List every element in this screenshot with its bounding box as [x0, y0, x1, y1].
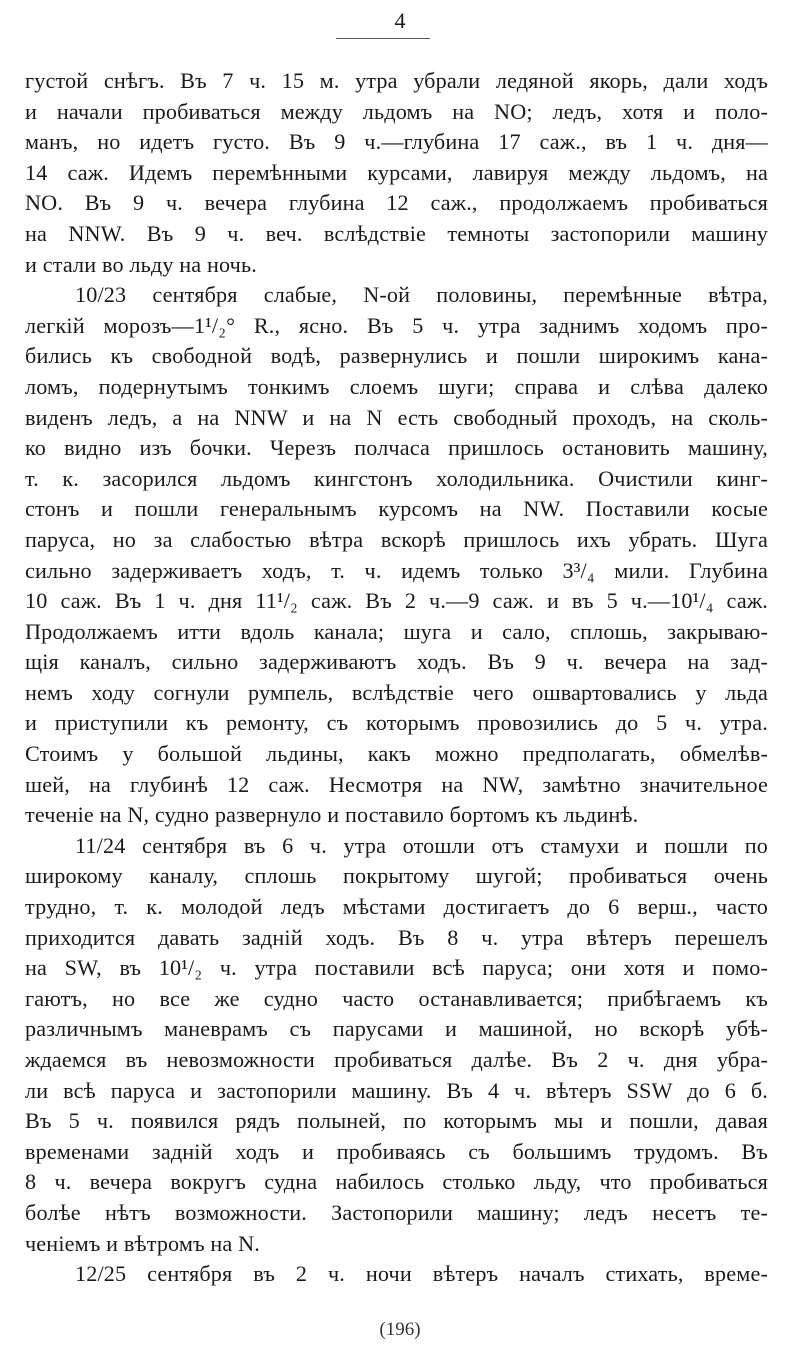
- text-line: ченіемъ и вѣтромъ на N.: [25, 1230, 260, 1256]
- text-line: густой снѣгъ. Въ 7 ч. 15 м. утра убрали ледяной якорь, дали ходъ: [25, 68, 768, 93]
- text-line: 10/23 сентября слабые, N-ой половины, перемѣнные вѣтра,: [75, 282, 768, 308]
- text-line: NO. Въ 9 ч. вечера глубина 12 саж., продолжаемъ пробиваться: [25, 190, 768, 216]
- text-line: болѣе нѣтъ возможности. Застопорили машину; ледъ несетъ те-: [25, 1199, 768, 1225]
- text-line: 11/24 сентября въ 6 ч. утра отошли отъ стамухи и пошли по: [75, 832, 768, 858]
- text-line: 12/25 сентября въ 2 ч. ночи вѣтеръ началъ стихать, време-: [75, 1261, 768, 1287]
- text-line: и стали во льду на ночь.: [25, 251, 257, 277]
- text-line: т. к. засорился льдомъ кингстонъ холодильника. Очистили кинг-: [25, 465, 768, 491]
- text-line: бились къ свободной водѣ, развернулись и пошли широкимъ кана-: [25, 343, 768, 369]
- text-line: на NNW. Въ 9 ч. веч. вслѣдствіе темноты застопорили машину: [25, 220, 768, 246]
- page-number: 4: [394, 8, 406, 33]
- text-line: 10 саж. Въ 1 ч. дня 11¹/₂ саж. Въ 2 ч.—9 саж. и въ 5 ч.—10¹/₄ саж.: [25, 588, 768, 614]
- text-line: сильно задерживаетъ ходъ, т. ч. идемъ только 3³/₄ мили. Глубина: [25, 557, 768, 583]
- text-line: приходится давать задній ходъ. Въ 8 ч. утра вѣтеръ перешелъ: [25, 924, 768, 950]
- text-line: Стоимъ у большой льдины, какъ можно предполагать, обмелѣв-: [25, 741, 768, 767]
- text-line: и начали пробиваться между льдомъ на NO; ледъ, хотя и поло-: [25, 98, 768, 124]
- header-rule: [336, 38, 430, 39]
- footer-page-number: (196): [379, 1319, 421, 1340]
- text-line: манъ, но идетъ густо. Въ 9 ч.—глубина 17 саж., въ 1 ч. дня—: [25, 129, 768, 155]
- text-line: различнымъ маневрамъ съ парусами и машиной, но вскорѣ убѣ-: [25, 1016, 768, 1042]
- text-line: 8 ч. вечера вокругъ судна набилось столько льду, что пробиваться: [25, 1169, 768, 1195]
- text-line: шей, на глубинѣ 12 саж. Несмотря на NW, замѣтно значительное: [25, 771, 768, 797]
- text-line: на SW, въ 10¹/₂ ч. утра поставили всѣ паруса; они хотя и помо-: [25, 955, 768, 981]
- text-line: стонъ и пошли генеральнымъ курсомъ на NW. Поставили косые: [25, 496, 768, 522]
- text-line: ломъ, подернутымъ тонкимъ слоемъ шуги; справа и слѣва далеко: [25, 373, 768, 399]
- text-line: Въ 5 ч. появился рядъ полыней, по которымъ мы и пошли, давая: [25, 1108, 768, 1134]
- text-line: паруса, но за слабостью вѣтра вскорѣ пришлось ихъ убрать. Шуга: [25, 526, 768, 552]
- text-line: широкому каналу, сплошь покрытому шугой; пробиваться очень: [25, 863, 768, 889]
- text-line: немъ ходу согнули румпель, вслѣдствіе чего ошвартовались у льда: [25, 679, 768, 705]
- text-line: и приступили къ ремонту, съ которымъ провозились до 5 ч. утра.: [25, 710, 768, 736]
- text-line: теченіе на N, судно развернуло и поставило бортомъ къ льдинѣ.: [25, 802, 639, 828]
- text-line: щія каналъ, сильно задерживаютъ ходъ. Въ 9 ч. вечера на зад-: [25, 649, 768, 675]
- text-line: 14 саж. Идемъ перемѣнными курсами, лавируя между льдомъ, на: [25, 159, 768, 185]
- text-line: временами задній ходъ и пробиваясь съ большимъ трудомъ. Въ: [25, 1138, 768, 1164]
- text-line: виденъ ледъ, а на NNW и на N есть свободный проходъ, на сколь-: [25, 404, 768, 430]
- text-line: гаютъ, но все же судно часто останавливается; прибѣгаемъ къ: [25, 985, 768, 1011]
- text-line: ли всѣ паруса и застопорили машину. Въ 4 ч. вѣтеръ SSW до 6 б.: [25, 1077, 768, 1103]
- text-line: легкій морозъ—1¹/₂° R., ясно. Въ 5 ч. утра заднимъ ходомъ про-: [25, 312, 768, 338]
- text-line: Продолжаемъ итти вдоль канала; шуга и сало, сплошь, закрываю-: [25, 618, 768, 644]
- body-text: [25, 66, 768, 1290]
- text-line: трудно, т. к. молодой ледъ мѣстами достигаетъ до 6 верш., часто: [25, 894, 768, 920]
- text-line: ко видно изъ бочки. Черезъ полчаса пришлось остановить машину,: [25, 435, 768, 461]
- text-line: ждаемся въ невозможности пробиваться далѣе. Въ 2 ч. дня убра-: [25, 1047, 768, 1072]
